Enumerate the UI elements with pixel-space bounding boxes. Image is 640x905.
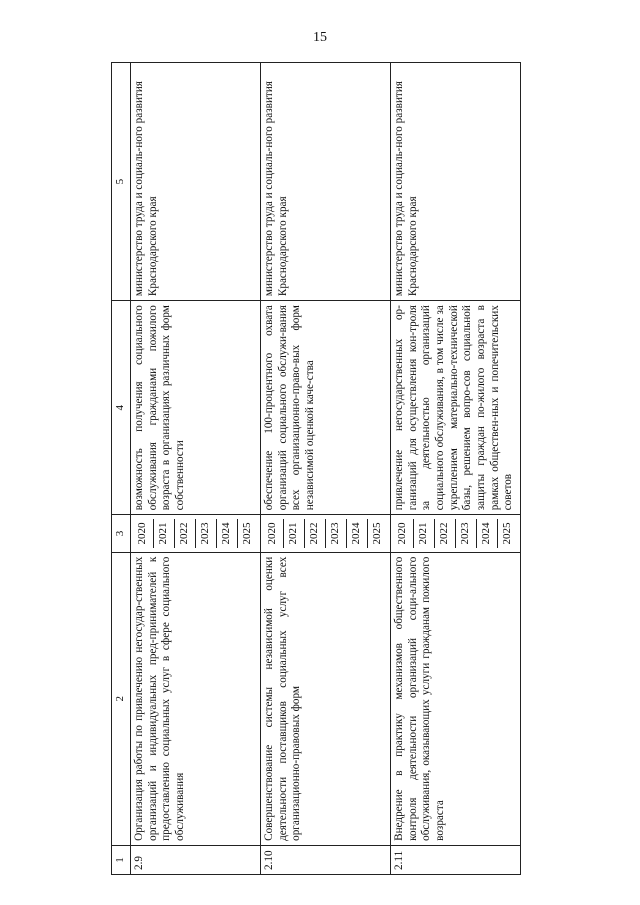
executor: министерство труда и социаль-ного развития Краснодарского края [391,63,521,301]
table-landscape [111,62,515,875]
row-number: 2.11 [391,845,521,874]
years-cell [131,515,261,552]
year: 2022 [175,519,196,547]
year: 2025 [371,522,384,545]
years-cell [261,515,391,552]
year: 2024 [477,519,498,547]
row-number: 2.9 [131,845,261,874]
header-col-3: 3 [112,515,131,552]
year: 2020 [133,519,154,547]
year: 2023 [196,519,217,547]
measure-title: Внедрение в практику механизмов общественного контроля деятельности организаций соци-ального обслуживания, оказывающих услуги гражданам пожилого возраста [391,552,521,845]
table-row [391,63,521,875]
rotated-table-area [111,62,515,875]
year: 2023 [456,519,477,547]
header-col-2: 2 [112,552,131,845]
executor: министерство труда и социаль-ного развития Краснодарского края [261,63,391,301]
expected-result: возможность получения социального обслуживания гражданами пожилого возраста в организациях различных форм собственности [131,301,261,515]
year: 2020 [263,519,284,547]
years-cell [391,515,521,552]
header-col-4: 4 [112,301,131,515]
year: 2022 [435,519,456,547]
year: 2025 [241,522,254,545]
page-number: 15 [313,30,327,45]
year: 2024 [217,519,238,547]
row-number: 2.10 [261,845,391,874]
header-col-5: 5 [112,63,131,301]
table-row [131,63,261,875]
expected-result: обеспечение 100-процентного охвата организаций социального обслужи-вания всех организационно-право-вых форм независимой оценкой каче-ства [261,301,391,515]
year: 2021 [154,519,175,547]
table-row [261,63,391,875]
header-col-1: 1 [112,845,131,874]
measure-title: Совершенствование системы независимой оценки деятельности поставщиков социальных услуг всех организационно-правовых форм [261,552,391,845]
executor: министерство труда и социаль-ного развития Краснодарского края [131,63,261,301]
year: 2025 [501,522,514,545]
year: 2022 [305,519,326,547]
year: 2024 [347,519,368,547]
year: 2020 [393,519,414,547]
measures-table [111,62,521,875]
measure-title: Организация работы по привлечению негосудар-ственных организаций и индивидуальных пред-принимателей к предоставлению социальных услуг в сфере социального обслуживания [131,552,261,845]
expected-result: привлечение негосударственных ор-ганизаций для осуществления кон-троля за деятельностью организаций социального обслуживания, в том числе за укреплением материально-технической базы, решением вопро-сов социальной защиты граждан по-жилого возраста в рамках обществен-ных и попечительских советов [391,301,521,515]
year: 2021 [284,519,305,547]
year: 2023 [326,519,347,547]
year: 2021 [414,519,435,547]
header-row [112,63,131,875]
